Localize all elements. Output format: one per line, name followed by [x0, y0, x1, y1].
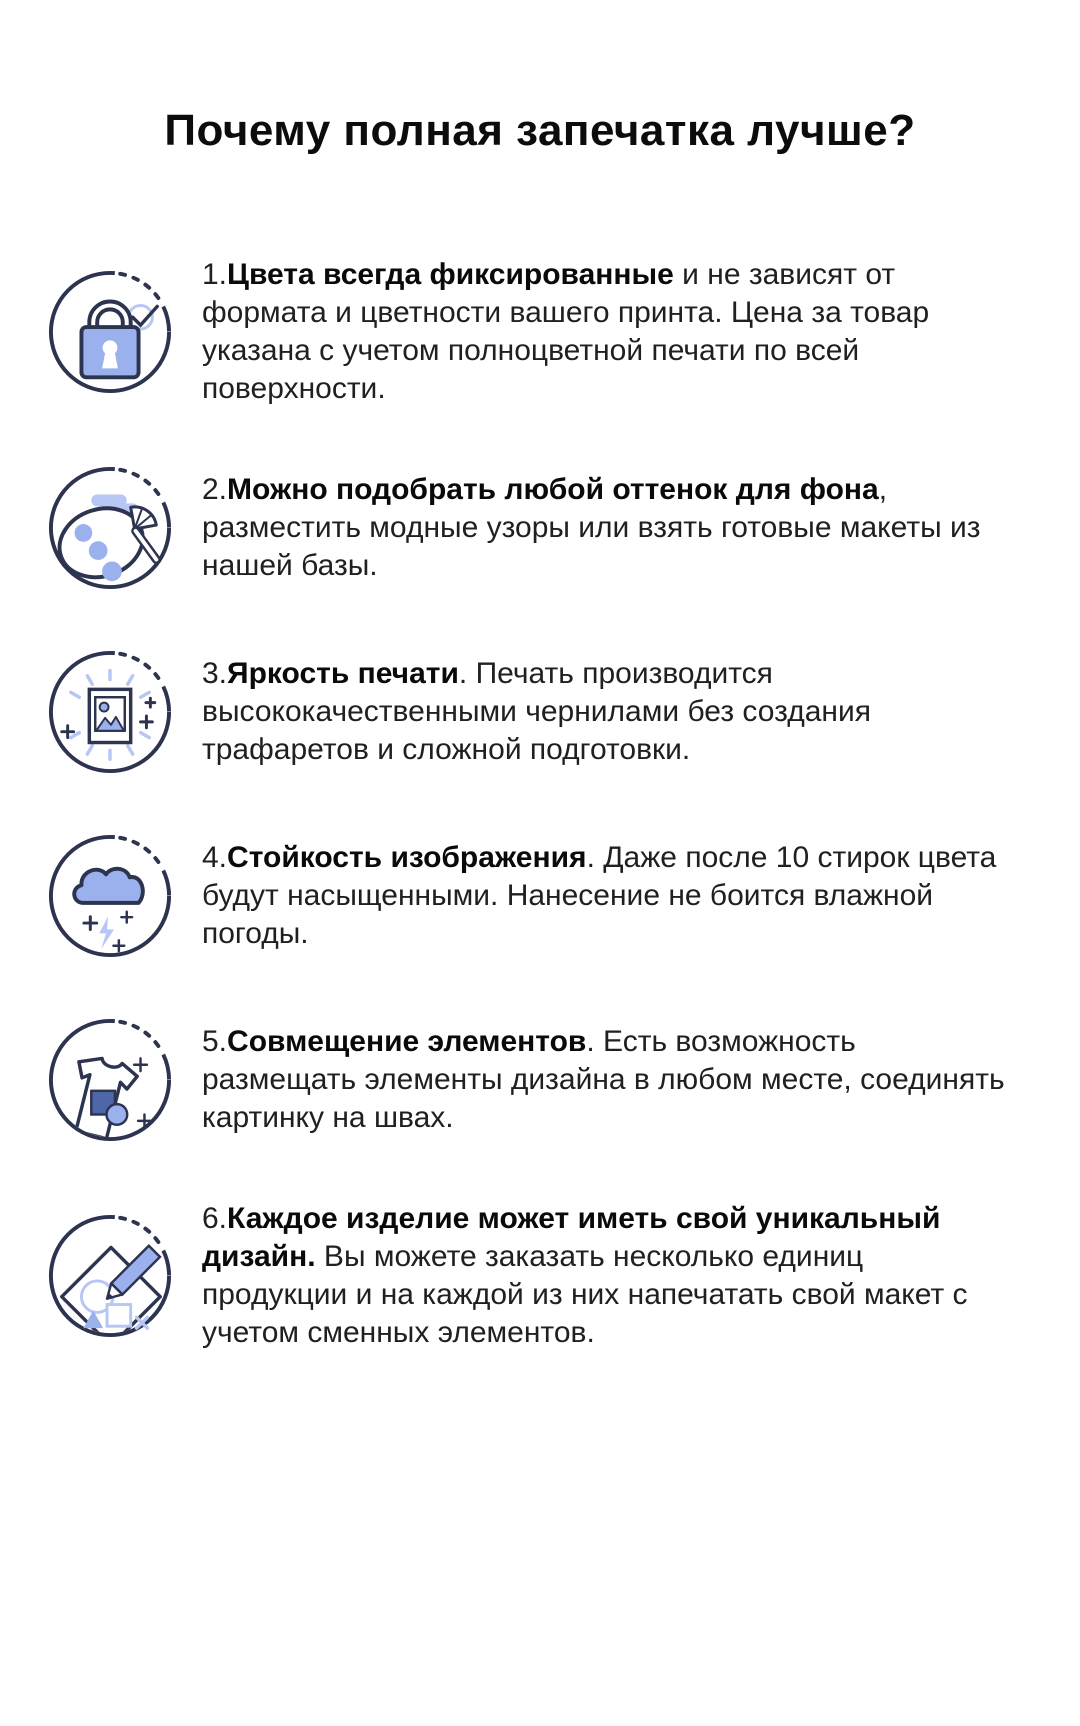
list-item	[46, 1200, 1040, 1352]
item-number: 2.	[202, 473, 228, 506]
list-item	[46, 1016, 1040, 1144]
item-body-text: . Печать производится высококачественными чернилами без создания трафаретов и сложной подготовки.	[202, 657, 871, 766]
item-bold-text: Стойкость изображения	[227, 841, 587, 874]
item-body-text: . Даже после 10 стирок цвета будут насыщенными. Нанесение не боится влажной погоды.	[202, 841, 997, 950]
list-item	[46, 648, 1040, 776]
palette-brush-icon	[46, 464, 174, 592]
item-body-text: , разместить модные узоры или взять готовые макеты из нашей базы.	[202, 473, 981, 582]
item-number: 5.	[202, 1025, 228, 1058]
bright-image-icon	[46, 648, 174, 776]
benefits-list	[46, 256, 1040, 1352]
item-bold-text: Каждое изделие может иметь свой уникальный дизайн.	[202, 1202, 941, 1273]
item-body-text: Вы можете заказать несколько единиц продукции и на каждой из них напечатать свой макет с учетом сменных элементов.	[202, 1240, 968, 1349]
list-item	[46, 256, 1040, 408]
page-title: Почему полная запечатка лучше?	[164, 106, 916, 155]
storm-cloud-icon	[46, 832, 174, 960]
item-body-text: . Есть возможность размещать элементы дизайна в любом месте, соединять картинку на швах.	[202, 1025, 1005, 1134]
item-text-block	[202, 1200, 1012, 1352]
item-number: 6.	[202, 1202, 228, 1235]
item-text-block	[202, 1023, 1012, 1137]
item-number: 3.	[202, 657, 228, 690]
padlock-check-icon	[46, 268, 174, 396]
item-body-text: и не зависят от формата и цветности вашего принта. Цена за товар указана с учетом полноцветной печати по всей поверхности.	[202, 258, 930, 405]
item-text-block	[202, 471, 1012, 585]
item-bold-text: Яркость печати	[227, 657, 459, 690]
item-bold-text: Цвета всегда фиксированные	[227, 258, 674, 291]
item-number: 4.	[202, 841, 228, 874]
item-bold-text: Совмещение элементов	[227, 1025, 587, 1058]
item-bold-text: Можно подобрать любой оттенок для фона	[227, 473, 879, 506]
tshirt-icon	[46, 1016, 174, 1144]
item-text-block	[202, 839, 1012, 953]
pencil-shapes-icon	[46, 1212, 174, 1340]
item-number: 1.	[202, 258, 228, 291]
item-text-block	[202, 655, 1012, 769]
list-item	[46, 832, 1040, 960]
list-item	[46, 464, 1040, 592]
item-text-block	[202, 256, 1012, 408]
